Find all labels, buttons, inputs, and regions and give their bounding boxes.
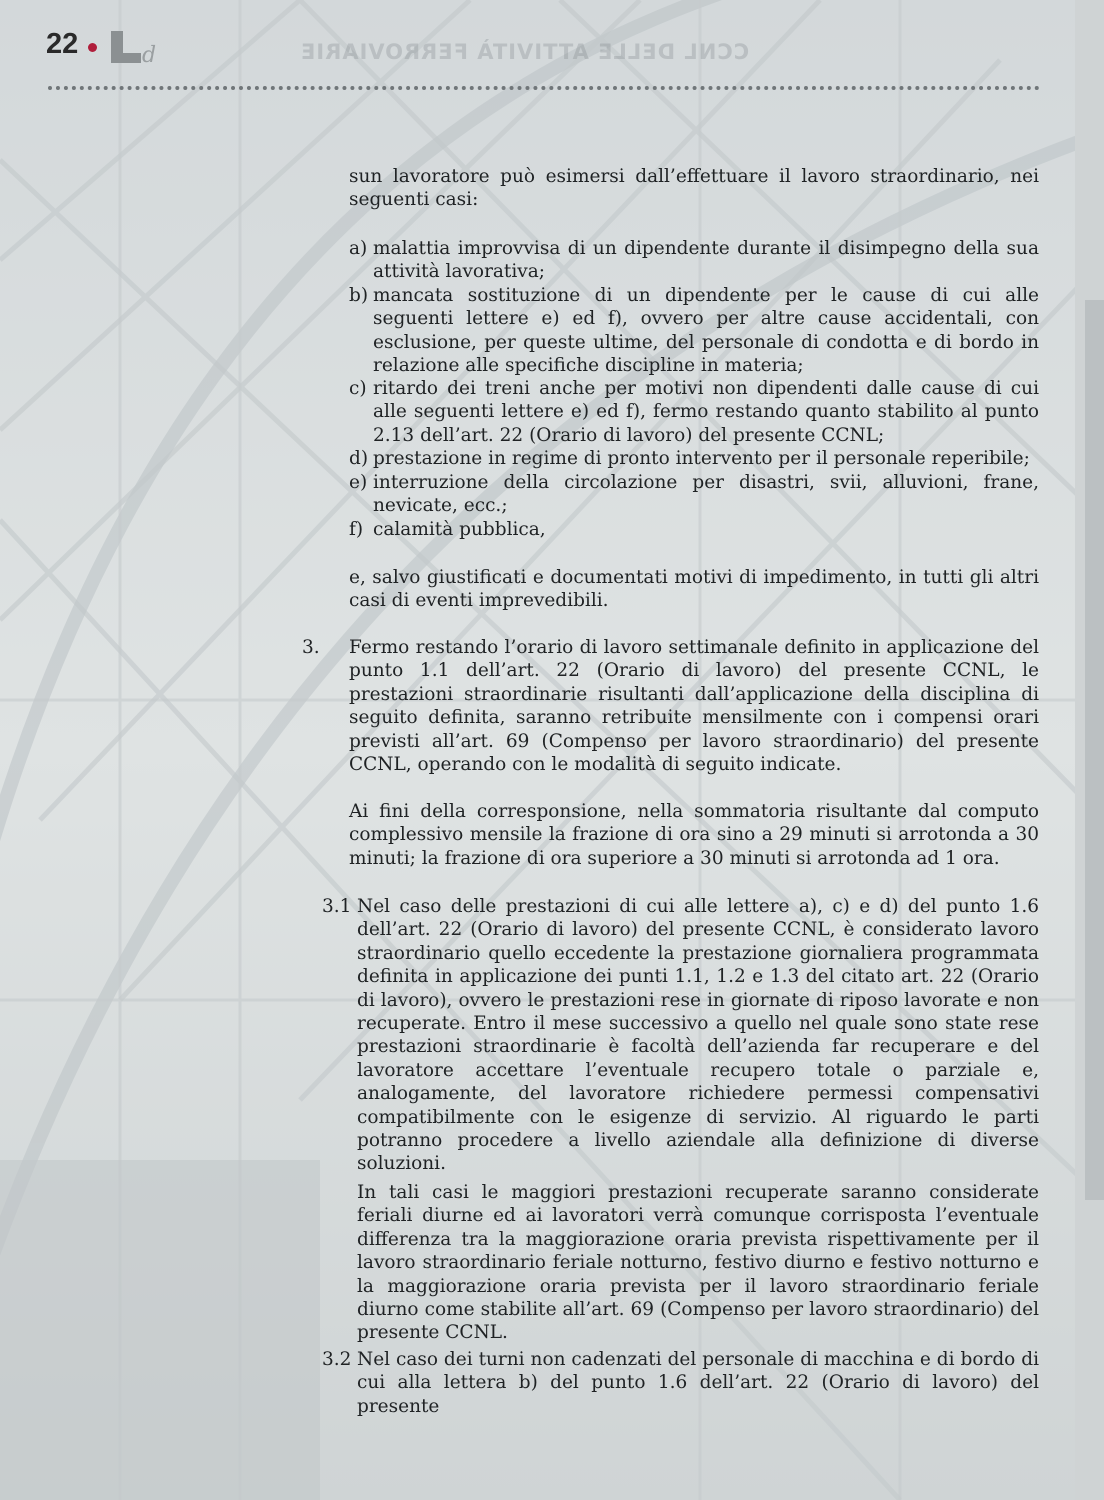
red-bullet-dot [88,43,97,52]
case-e-text: interruzione della circolazione per disastri, svii, alluvioni, frane, nevicate, ecc.; [373,472,1039,517]
case-c-text: ritardo dei treni anche per motivi non dipendenti dalle cause di cui alle seguenti lettere e) ed f), fermo restando quanto stabilito al punto 2.13 dell’art. 22 (Orario di lavoro) del presente CCNL; [373,378,1039,446]
ld-logo [111,29,163,65]
closing-paragraph: e, salvo giustificati e documentati motivi di impedimento, in tutti gli altri casi di eventi imprevedibili. [349,567,1039,612]
section-3-1-text: Nel caso delle prestazioni di cui alle lettere a), c) e d) del punto 1.6 dell’art. 22 (Orario di lavoro) del presente CCNL, è considerato lavoro straordinario quello eccedente la prestazione giornaliera programmata definita in applicazione dei punti 1.1, 1.2 e 1.3 del citato art. 22 (Orario di lavoro), ovvero le prestazioni rese in giornate di riposo lavorate e non recuperate. Entro il mese successivo a quello nel quale sono state rese prestazioni straordinarie è facoltà dell’azienda far recuperare e del lavoratore accettare l’eventuale recupero totale o parziale e, analogamente, del lavoratore richiedere permessi compensativi compatibilmente con le esigenze di servizio. Al riguardo le parti potranno procedere a livello aziendale alla definizione di diverse soluzioni. [357,896,1039,1175]
case-f-text: calamità pubblica, [373,519,546,540]
section-3-text: Fermo restando l’orario di lavoro settimanale definito in applicazione del punto 1.1 dell’art. 22 (Orario di lavoro) del presente CCNL, le prestazioni straordinarie risultanti dall’applicazione della disciplina di seguito definita, saranno retribuite mensilmente con i compensi orari previsti all’art. 69 (Compenso per lavoro straordinario) del presente CCNL, operando con le modalità di seguito indicate. [349,637,1039,776]
case-e-label: e) [349,472,368,493]
svg-text:d: d [142,43,157,65]
section-3-rounding-paragraph: Ai fini della corresponsione, nella sommatoria risultante dal computo complessivo mensile la frazione di ora sino a 29 minuti si arrotonda a 30 minuti; la frazione di ora superiore a 30 minuti si arrotonda ad 1 ora. [349,801,1039,869]
case-d-text: prestazione in regime di pronto intervento per il personale reperibile; [373,448,1030,469]
section-3-1-number: 3.1 [322,896,352,917]
section-3-1-followup: In tali casi le maggiori prestazioni recuperate saranno considerate feriali diurne ed ai lavoratori verrà comunque corrisposta l’eventuale differenza tra la maggiorazione oraria prevista rispettivamente per il lavoro straordinario feriale notturno, festivo diurno e festivo notturno e la maggiorazione oraria prevista per il lavoro straordinario feriale diurno come stabilite all’art. 69 (Compenso per lavoro straordinario) del presente CCNL. [357,1182,1039,1344]
case-c-label: c) [349,378,367,399]
case-b-label: b) [349,285,369,306]
case-b-text: mancata sostituzione di un dipendente per le cause di cui alle seguenti lettere e) ed f), ovvero per altre cause accidentali, con esclusione, per queste ultime, del personale di condotta e di bordo in relazione alle specifiche discipline in materia; [373,285,1039,377]
section-3-number: 3. [302,637,320,658]
intro-paragraph: sun lavoratore può esimersi dall’effettuare il lavoro straordinario, nei seguenti casi: [349,166,1039,211]
case-f-label: f) [349,519,364,540]
header-dotted-rule [48,86,1040,90]
case-d-label: d) [349,448,369,469]
section-3-2-number: 3.2 [322,1349,352,1370]
faded-running-header: CCNL DELLE ATTIVITÀ FERROVIARIE [300,40,750,64]
page-number: 22 [46,28,79,60]
case-a-text: malattia improvvisa di un dipendente durante il disimpegno della sua attività lavorativa; [373,238,1039,283]
case-a-label: a) [349,238,368,259]
section-3-2-text: Nel caso dei turni non cadenzati del personale di macchina e di bordo di cui alla lettera b) del punto 1.6 dell’art. 22 (Orario di lavoro) del presente [357,1349,1039,1417]
